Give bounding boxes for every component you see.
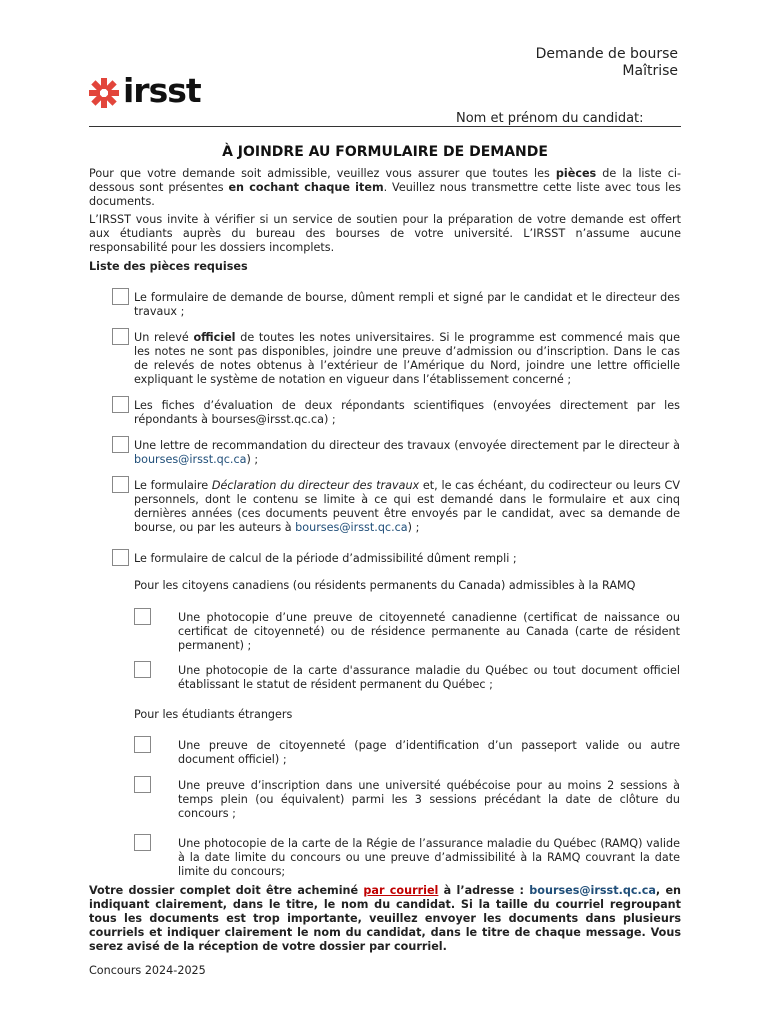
ramq-heading: Pour les citoyens canadiens (ou résidents permanents du Canada) admissibles à la RAMQ bbox=[134, 579, 636, 592]
item-text: ) ; bbox=[407, 521, 420, 534]
item-text: de toutes les notes universitaires. Si le programme est commencé mais que les notes ne sont pas disponibles, joindre une preuve d’admission ou d’inscription. Dans le cas de relevés de notes obtenus à l’extérieur de l’Amérique du Nord, joindre une lettre officielle expliquant le système de notation en vigueur dans l’établissement concerné ; bbox=[134, 331, 680, 386]
footer-contest: Concours 2024-2025 bbox=[89, 964, 206, 977]
item-evaluations: Les fiches d’évaluation de deux répondants scientifiques (envoyées directement par les répondants à bourses@irsst.qc.ca) ; bbox=[134, 399, 680, 426]
item-text: ) ; bbox=[246, 453, 259, 466]
checkbox-evaluations[interactable] bbox=[112, 396, 129, 413]
intro-text: Pour que votre demande soit admissible, veuillez vous assurer que toutes les bbox=[89, 167, 556, 180]
item-recommendation bbox=[134, 439, 680, 467]
checkbox-health-card[interactable] bbox=[134, 661, 151, 678]
item-text: Le formulaire bbox=[134, 479, 212, 492]
item-eligibility-period: Le formulaire de calcul de la période d’admissibilité dûment rempli ; bbox=[134, 552, 517, 565]
form-title bbox=[536, 46, 678, 80]
form-title-line2: Maîtrise bbox=[622, 63, 678, 79]
list-heading: Liste des pièces requises bbox=[89, 260, 248, 273]
intro-text: . Veuillez nous transmettre cette liste avec tous les documents. bbox=[89, 181, 681, 208]
item-text: Une lettre de recommandation du directeur des travaux (envoyée directement par le directeur à bbox=[134, 439, 680, 452]
submission-email-link[interactable]: bourses@irsst.qc.ca bbox=[529, 884, 656, 897]
item-bold-officiel: officiel bbox=[193, 331, 236, 344]
irsst-logo-text: irsst bbox=[123, 71, 201, 110]
candidate-name-label: Nom et prénom du candidat: bbox=[456, 111, 644, 126]
checkbox-application-form[interactable] bbox=[112, 288, 129, 305]
submission-instructions bbox=[89, 884, 681, 954]
item-text: Un relevé bbox=[134, 331, 194, 344]
checkbox-director-declaration[interactable] bbox=[112, 476, 129, 493]
intro-paragraph-1 bbox=[89, 167, 681, 209]
page-title: À JOINDRE AU FORMULAIRE DE DEMANDE bbox=[222, 144, 548, 160]
item-transcript bbox=[134, 331, 680, 387]
item-citizenship-proof: Une photocopie d’une preuve de citoyenneté canadienne (certificat de naissance ou certificat de citoyenneté) ou de résidence permanente au Canada (carte de résident permanent) ; bbox=[178, 611, 680, 652]
foreign-heading: Pour les étudiants étrangers bbox=[134, 708, 293, 721]
closing-text: à l’adresse : bbox=[438, 884, 530, 897]
email-link[interactable]: bourses@irsst.qc.ca bbox=[295, 521, 408, 534]
closing-text: Votre dossier complet doit être acheminé bbox=[89, 884, 364, 897]
item-italic-form-name: Déclaration du directeur des travaux bbox=[211, 479, 420, 492]
checkbox-enrolment[interactable] bbox=[134, 776, 151, 793]
item-passport: Une preuve de citoyenneté (page d’identification d’un passeport valide ou autre document officiel) ; bbox=[178, 739, 680, 766]
item-enrolment: Une preuve d’inscription dans une université québécoise pour au moins 2 sessions à temps plein (ou équivalent) parmi les 3 sessions précédant la date de clôture du concours ; bbox=[178, 779, 680, 820]
intro-bold-pieces: pièces bbox=[555, 167, 597, 180]
irsst-logo-mark bbox=[89, 78, 119, 108]
checkbox-recommendation[interactable] bbox=[112, 436, 129, 453]
email-link[interactable]: bourses@irsst.qc.ca bbox=[134, 453, 247, 466]
item-text: et, le cas échéant, du codirecteur ou leurs CV personnels, dont le contenu se limite à ce qui est demandé dans le formulaire et aux cinq dernières années (ces documents peuvent être envoyés par le candidat, avec sa demande de bourse, ou par les auteurs à bbox=[134, 479, 680, 534]
closing-text: , en indiquant clairement, dans le titre, le nom du candidat. Si la taille du courriel regroupant tous les documents est trop importante, veuillez envoyer les documents dans plusieurs courriels et indiquer clairement le nom du candidat, dans le titre de chaque message. Vous serez avisé de la réception de votre dossier par courriel. bbox=[89, 884, 681, 953]
item-health-card: Une photocopie de la carte d'assurance maladie du Québec ou tout document officiel établissant le statut de résident permanent du Québec ; bbox=[178, 664, 680, 691]
checkbox-ramq-card[interactable] bbox=[134, 834, 151, 851]
intro-text: de la liste ci-dessous sont présentes bbox=[89, 167, 681, 194]
checkbox-citizenship-proof[interactable] bbox=[134, 608, 151, 625]
item-ramq-card: Une photocopie de la carte de la Régie de l’assurance maladie du Québec (RAMQ) valide à la date limite du concours ou une preuve d’admissibilité à la RAMQ couvrant la date limite du concours; bbox=[178, 837, 680, 878]
irsst-logo bbox=[89, 71, 201, 110]
intro-bold-check: en cochant chaque item bbox=[228, 181, 384, 194]
checkbox-passport[interactable] bbox=[134, 736, 151, 753]
form-title-line1: Demande de bourse bbox=[535, 46, 678, 62]
checkbox-transcript[interactable] bbox=[112, 328, 129, 345]
intro-paragraph-2: L’IRSST vous invite à vérifier si un service de soutien pour la préparation de votre demande est offert aux étudiants auprès du bureau des bourses de votre université. L’IRSST n’assume aucune responsabilité pour les dossiers incomplets. bbox=[89, 213, 681, 254]
candidate-name-line bbox=[89, 126, 681, 127]
checkbox-eligibility-period[interactable] bbox=[112, 549, 129, 566]
by-email-link[interactable]: par courriel bbox=[363, 884, 439, 897]
item-director-declaration bbox=[134, 479, 680, 535]
item-application-form: Le formulaire de demande de bourse, dûment rempli et signé par le candidat et le directeur des travaux ; bbox=[134, 291, 680, 318]
